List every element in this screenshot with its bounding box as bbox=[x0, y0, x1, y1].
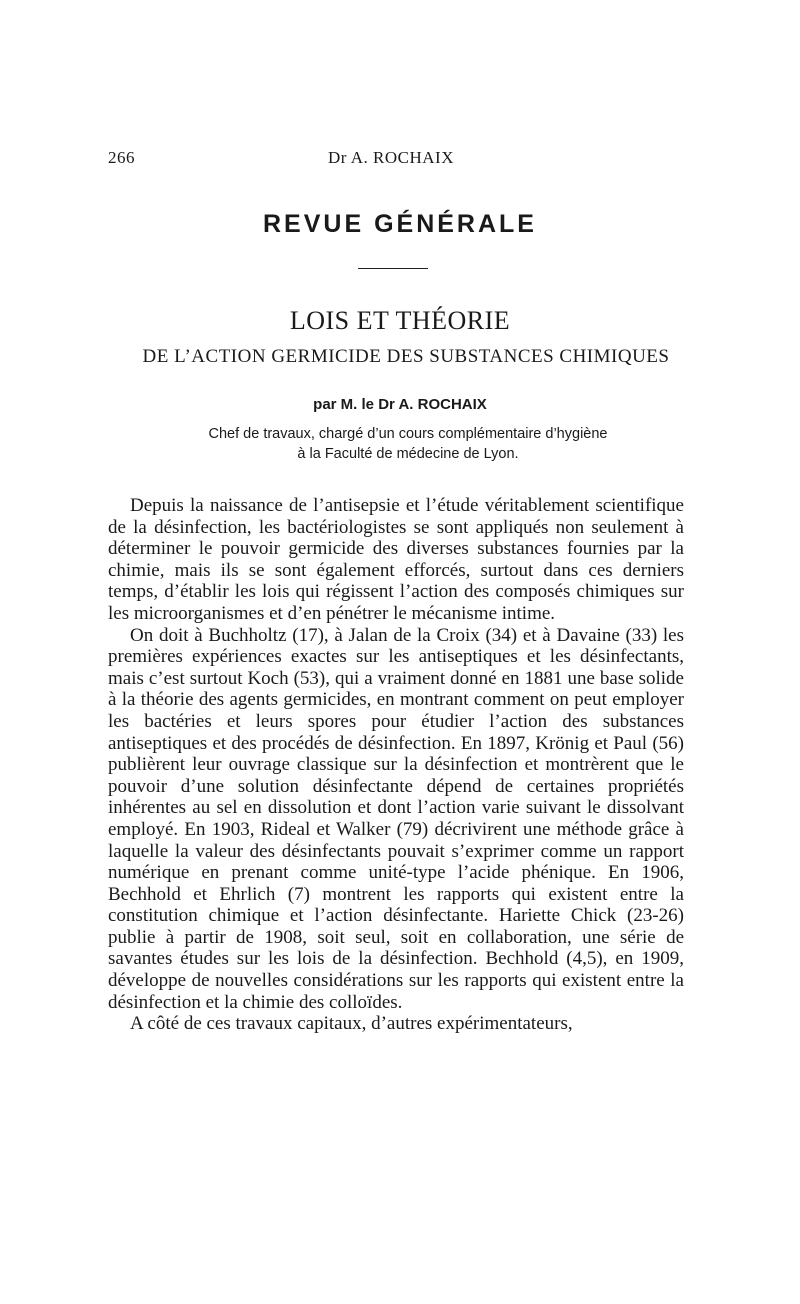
author-byline: par M. le Dr A. ROCHAIX bbox=[313, 396, 487, 413]
article-title: LOIS ET THÉORIE bbox=[289, 306, 511, 335]
affiliation-line: à la Faculté de médecine de Lyon. bbox=[297, 446, 519, 462]
body-paragraph: A côté de ces travaux capitaux, d’autres expérimentateurs, bbox=[130, 1013, 573, 1035]
page-number: 266 bbox=[108, 148, 135, 167]
title-divider bbox=[358, 268, 428, 269]
body-paragraph: On doit à Buchholtz (17), à Jalan de la Croix (34) et à Davaine (33) les premières expériences exactes sur les antiseptiques et les désinfectants, mais c’est surtout Koch (53), qui a vraiment donné en 1881 une base solide à la théorie des agents germicides, en montrant comment on peut employer les bactéries et leurs spores pour étudier l’action des substances antiseptiques et des procédés de désinfection. En 1897, Krönig et Paul (56) publièrent leur ouvrage classique sur la désinfection et montrèrent que le pouvoir d’une solution désinfectante dépend de certaines propriétés inhérentes au sel en dissolution et dont l’action varie suivant le dissolvant employé. En 1903, Rideal et Walker (79) décrivirent une méthode grâce à laquelle la valeur des désinfectants pouvait s’exprimer comme un rapport numérique en prenant comme unité-type l’acide phénique. En 1906, Bechhold et Ehrlich (7) montrent les rapports qui existent entre la constitution chimique et l’action désinfectante. Hariette Chick (23-26) publie à partir de 1908, soit seul, soit en collaboration, une série de savantes études sur les lois de la désinfection. Bechhold (4,5), en 1909, développe de nouvelles considérations sur les rapports qui existent entre la désinfection et la chimie des colloïdes. bbox=[108, 624, 684, 1013]
section-title: REVUE GÉNÉRALE bbox=[263, 210, 537, 238]
article-subtitle: DE L’ACTION GERMICIDE DES SUBSTANCES CHIMIQUES bbox=[142, 346, 670, 367]
affiliation-line: Chef de travaux, chargé d’un cours complémentaire d’hygiène bbox=[208, 426, 608, 442]
author-affiliation bbox=[118, 424, 698, 464]
article-body bbox=[108, 495, 684, 1035]
body-paragraph: Depuis la naissance de l’antisepsie et l’étude véritablement scientifique de la désinfection, les bactériologistes se sont appliqués non seulement à déterminer le pouvoir germicide des diverses substances fournies par la chimie, mais ils se sont également efforcés, surtout dans ces derniers temps, d’établir les lois qui régissent l’action des composés chimiques sur les microorganismes et d’en pénétrer le mécanisme intime. bbox=[108, 495, 684, 624]
running-title: Dr A. ROCHAIX bbox=[328, 148, 454, 167]
